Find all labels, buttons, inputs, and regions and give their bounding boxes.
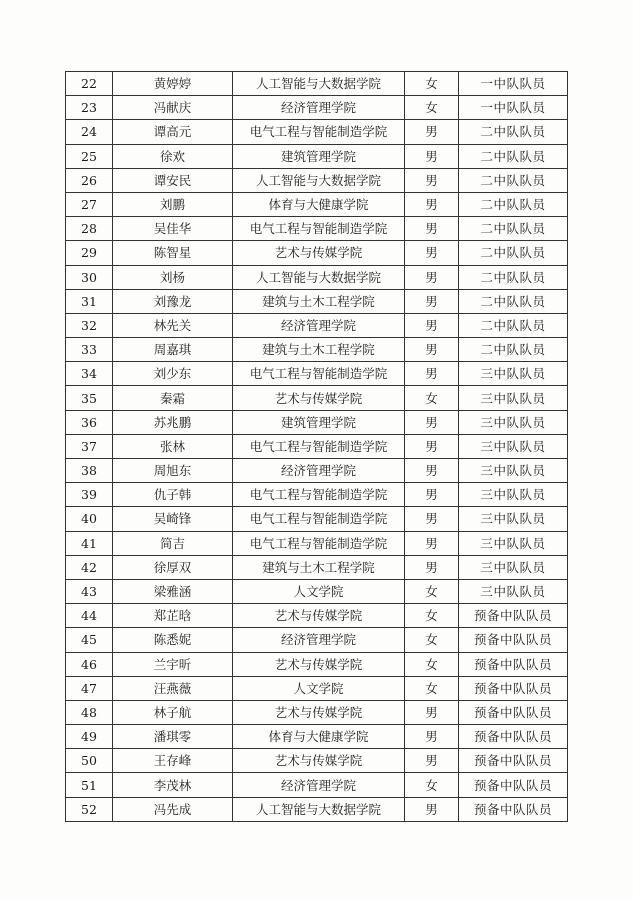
gender-cell: 男 <box>405 483 459 507</box>
table-row <box>66 192 568 216</box>
serial-number-cell: 40 <box>66 507 113 531</box>
team-role-cell: 预备中队队员 <box>459 773 568 797</box>
serial-number-cell: 34 <box>66 362 113 386</box>
college-cell: 经济管理学院 <box>233 459 405 483</box>
serial-number-cell: 26 <box>66 168 113 192</box>
gender-cell: 女 <box>405 386 459 410</box>
table-row <box>66 773 568 797</box>
table-row <box>66 120 568 144</box>
team-role-cell: 二中队队员 <box>459 338 568 362</box>
table-row <box>66 362 568 386</box>
serial-number-cell: 45 <box>66 628 113 652</box>
table-row <box>66 217 568 241</box>
member-name-cell: 刘豫龙 <box>113 289 233 313</box>
team-role-cell: 三中队队员 <box>459 507 568 531</box>
serial-number-cell: 25 <box>66 144 113 168</box>
team-role-cell: 二中队队员 <box>459 168 568 192</box>
team-role-cell: 预备中队队员 <box>459 700 568 724</box>
team-role-cell: 一中队队员 <box>459 72 568 96</box>
college-cell: 建筑与土木工程学院 <box>233 555 405 579</box>
team-role-cell: 三中队队员 <box>459 579 568 603</box>
member-name-cell: 陈智星 <box>113 241 233 265</box>
member-name-cell: 郑芷晗 <box>113 604 233 628</box>
college-cell: 人工智能与大数据学院 <box>233 797 405 821</box>
team-role-cell: 二中队队员 <box>459 120 568 144</box>
serial-number-cell: 29 <box>66 241 113 265</box>
gender-cell: 男 <box>405 459 459 483</box>
table-row <box>66 434 568 458</box>
college-cell: 体育与大健康学院 <box>233 725 405 749</box>
gender-cell: 女 <box>405 579 459 603</box>
college-cell: 人文学院 <box>233 579 405 603</box>
gender-cell: 女 <box>405 628 459 652</box>
member-name-cell: 苏兆鹏 <box>113 410 233 434</box>
gender-cell: 男 <box>405 338 459 362</box>
gender-cell: 男 <box>405 531 459 555</box>
college-cell: 电气工程与智能制造学院 <box>233 217 405 241</box>
college-cell: 艺术与传媒学院 <box>233 749 405 773</box>
member-name-cell: 秦霜 <box>113 386 233 410</box>
member-name-cell: 吴佳华 <box>113 217 233 241</box>
table-row <box>66 338 568 362</box>
member-name-cell: 刘鹏 <box>113 192 233 216</box>
table-row <box>66 652 568 676</box>
table-row <box>66 531 568 555</box>
member-name-cell: 李茂林 <box>113 773 233 797</box>
member-name-cell: 陈悉妮 <box>113 628 233 652</box>
serial-number-cell: 36 <box>66 410 113 434</box>
team-role-cell: 二中队队员 <box>459 192 568 216</box>
college-cell: 艺术与传媒学院 <box>233 386 405 410</box>
member-name-cell: 刘少东 <box>113 362 233 386</box>
team-role-cell: 三中队队员 <box>459 362 568 386</box>
college-cell: 建筑管理学院 <box>233 144 405 168</box>
member-name-cell: 简吉 <box>113 531 233 555</box>
gender-cell: 男 <box>405 192 459 216</box>
serial-number-cell: 22 <box>66 72 113 96</box>
college-cell: 经济管理学院 <box>233 773 405 797</box>
team-role-cell: 三中队队员 <box>459 410 568 434</box>
team-role-cell: 预备中队队员 <box>459 725 568 749</box>
gender-cell: 女 <box>405 96 459 120</box>
member-name-cell: 王存峰 <box>113 749 233 773</box>
member-name-cell: 谭安民 <box>113 168 233 192</box>
team-role-cell: 预备中队队员 <box>459 604 568 628</box>
member-name-cell: 兰宇昕 <box>113 652 233 676</box>
college-cell: 电气工程与智能制造学院 <box>233 434 405 458</box>
serial-number-cell: 38 <box>66 459 113 483</box>
serial-number-cell: 47 <box>66 676 113 700</box>
college-cell: 艺术与传媒学院 <box>233 652 405 676</box>
member-name-cell: 刘杨 <box>113 265 233 289</box>
gender-cell: 女 <box>405 604 459 628</box>
gender-cell: 男 <box>405 700 459 724</box>
table-row <box>66 410 568 434</box>
team-role-cell: 预备中队队员 <box>459 797 568 821</box>
team-role-cell: 三中队队员 <box>459 483 568 507</box>
serial-number-cell: 42 <box>66 555 113 579</box>
serial-number-cell: 28 <box>66 217 113 241</box>
college-cell: 电气工程与智能制造学院 <box>233 362 405 386</box>
table-row <box>66 676 568 700</box>
table-row <box>66 289 568 313</box>
college-cell: 经济管理学院 <box>233 96 405 120</box>
table-row <box>66 628 568 652</box>
college-cell: 艺术与传媒学院 <box>233 241 405 265</box>
gender-cell: 男 <box>405 555 459 579</box>
college-cell: 人工智能与大数据学院 <box>233 265 405 289</box>
gender-cell: 男 <box>405 241 459 265</box>
gender-cell: 男 <box>405 749 459 773</box>
serial-number-cell: 44 <box>66 604 113 628</box>
serial-number-cell: 33 <box>66 338 113 362</box>
table-row <box>66 241 568 265</box>
serial-number-cell: 48 <box>66 700 113 724</box>
gender-cell: 女 <box>405 773 459 797</box>
team-role-cell: 预备中队队员 <box>459 652 568 676</box>
serial-number-cell: 24 <box>66 120 113 144</box>
college-cell: 人文学院 <box>233 676 405 700</box>
gender-cell: 男 <box>405 362 459 386</box>
serial-number-cell: 49 <box>66 725 113 749</box>
team-role-cell: 预备中队队员 <box>459 628 568 652</box>
gender-cell: 男 <box>405 797 459 821</box>
college-cell: 建筑与土木工程学院 <box>233 289 405 313</box>
team-role-cell: 二中队队员 <box>459 144 568 168</box>
member-roster-table <box>65 71 568 822</box>
team-role-cell: 二中队队员 <box>459 289 568 313</box>
gender-cell: 男 <box>405 144 459 168</box>
roster-body <box>66 72 568 822</box>
gender-cell: 男 <box>405 507 459 531</box>
college-cell: 电气工程与智能制造学院 <box>233 531 405 555</box>
gender-cell: 男 <box>405 168 459 192</box>
member-name-cell: 徐厚双 <box>113 555 233 579</box>
gender-cell: 男 <box>405 265 459 289</box>
serial-number-cell: 27 <box>66 192 113 216</box>
team-role-cell: 二中队队员 <box>459 217 568 241</box>
member-name-cell: 冯献庆 <box>113 96 233 120</box>
serial-number-cell: 35 <box>66 386 113 410</box>
table-row <box>66 459 568 483</box>
table-row <box>66 96 568 120</box>
table-row <box>66 313 568 337</box>
college-cell: 体育与大健康学院 <box>233 192 405 216</box>
team-role-cell: 三中队队员 <box>459 386 568 410</box>
gender-cell: 男 <box>405 217 459 241</box>
member-name-cell: 吴崎锋 <box>113 507 233 531</box>
member-name-cell: 谭高元 <box>113 120 233 144</box>
college-cell: 电气工程与智能制造学院 <box>233 483 405 507</box>
table-row <box>66 700 568 724</box>
college-cell: 人工智能与大数据学院 <box>233 168 405 192</box>
gender-cell: 男 <box>405 120 459 144</box>
serial-number-cell: 30 <box>66 265 113 289</box>
member-name-cell: 林先关 <box>113 313 233 337</box>
college-cell: 人工智能与大数据学院 <box>233 72 405 96</box>
gender-cell: 男 <box>405 725 459 749</box>
table-row <box>66 483 568 507</box>
member-name-cell: 黄婷婷 <box>113 72 233 96</box>
member-name-cell: 林子航 <box>113 700 233 724</box>
table-row <box>66 555 568 579</box>
gender-cell: 男 <box>405 313 459 337</box>
college-cell: 电气工程与智能制造学院 <box>233 507 405 531</box>
college-cell: 建筑与土木工程学院 <box>233 338 405 362</box>
team-role-cell: 二中队队员 <box>459 265 568 289</box>
serial-number-cell: 37 <box>66 434 113 458</box>
table-row <box>66 797 568 821</box>
team-role-cell: 三中队队员 <box>459 434 568 458</box>
table-row <box>66 265 568 289</box>
college-cell: 艺术与传媒学院 <box>233 604 405 628</box>
member-name-cell: 仇子韩 <box>113 483 233 507</box>
table-row <box>66 749 568 773</box>
team-role-cell: 三中队队员 <box>459 459 568 483</box>
member-name-cell: 潘琪零 <box>113 725 233 749</box>
serial-number-cell: 41 <box>66 531 113 555</box>
table-row <box>66 507 568 531</box>
team-role-cell: 一中队队员 <box>459 96 568 120</box>
serial-number-cell: 46 <box>66 652 113 676</box>
college-cell: 经济管理学院 <box>233 628 405 652</box>
serial-number-cell: 50 <box>66 749 113 773</box>
table-row <box>66 725 568 749</box>
table-row <box>66 386 568 410</box>
serial-number-cell: 23 <box>66 96 113 120</box>
member-name-cell: 周旭东 <box>113 459 233 483</box>
team-role-cell: 预备中队队员 <box>459 676 568 700</box>
gender-cell: 男 <box>405 434 459 458</box>
gender-cell: 女 <box>405 652 459 676</box>
gender-cell: 男 <box>405 410 459 434</box>
college-cell: 艺术与传媒学院 <box>233 700 405 724</box>
table-row <box>66 72 568 96</box>
member-name-cell: 张林 <box>113 434 233 458</box>
member-name-cell: 梁雅涵 <box>113 579 233 603</box>
gender-cell: 女 <box>405 676 459 700</box>
table-row <box>66 144 568 168</box>
member-name-cell: 徐欢 <box>113 144 233 168</box>
serial-number-cell: 32 <box>66 313 113 337</box>
table-row <box>66 168 568 192</box>
serial-number-cell: 43 <box>66 579 113 603</box>
gender-cell: 男 <box>405 289 459 313</box>
serial-number-cell: 52 <box>66 797 113 821</box>
table-row <box>66 579 568 603</box>
team-role-cell: 三中队队员 <box>459 555 568 579</box>
team-role-cell: 预备中队队员 <box>459 749 568 773</box>
serial-number-cell: 31 <box>66 289 113 313</box>
team-role-cell: 二中队队员 <box>459 241 568 265</box>
college-cell: 电气工程与智能制造学院 <box>233 120 405 144</box>
serial-number-cell: 39 <box>66 483 113 507</box>
member-name-cell: 汪燕薇 <box>113 676 233 700</box>
table-row <box>66 604 568 628</box>
serial-number-cell: 51 <box>66 773 113 797</box>
member-name-cell: 周嘉琪 <box>113 338 233 362</box>
team-role-cell: 三中队队员 <box>459 531 568 555</box>
college-cell: 经济管理学院 <box>233 313 405 337</box>
college-cell: 建筑管理学院 <box>233 410 405 434</box>
gender-cell: 女 <box>405 72 459 96</box>
team-role-cell: 二中队队员 <box>459 313 568 337</box>
member-name-cell: 冯先成 <box>113 797 233 821</box>
